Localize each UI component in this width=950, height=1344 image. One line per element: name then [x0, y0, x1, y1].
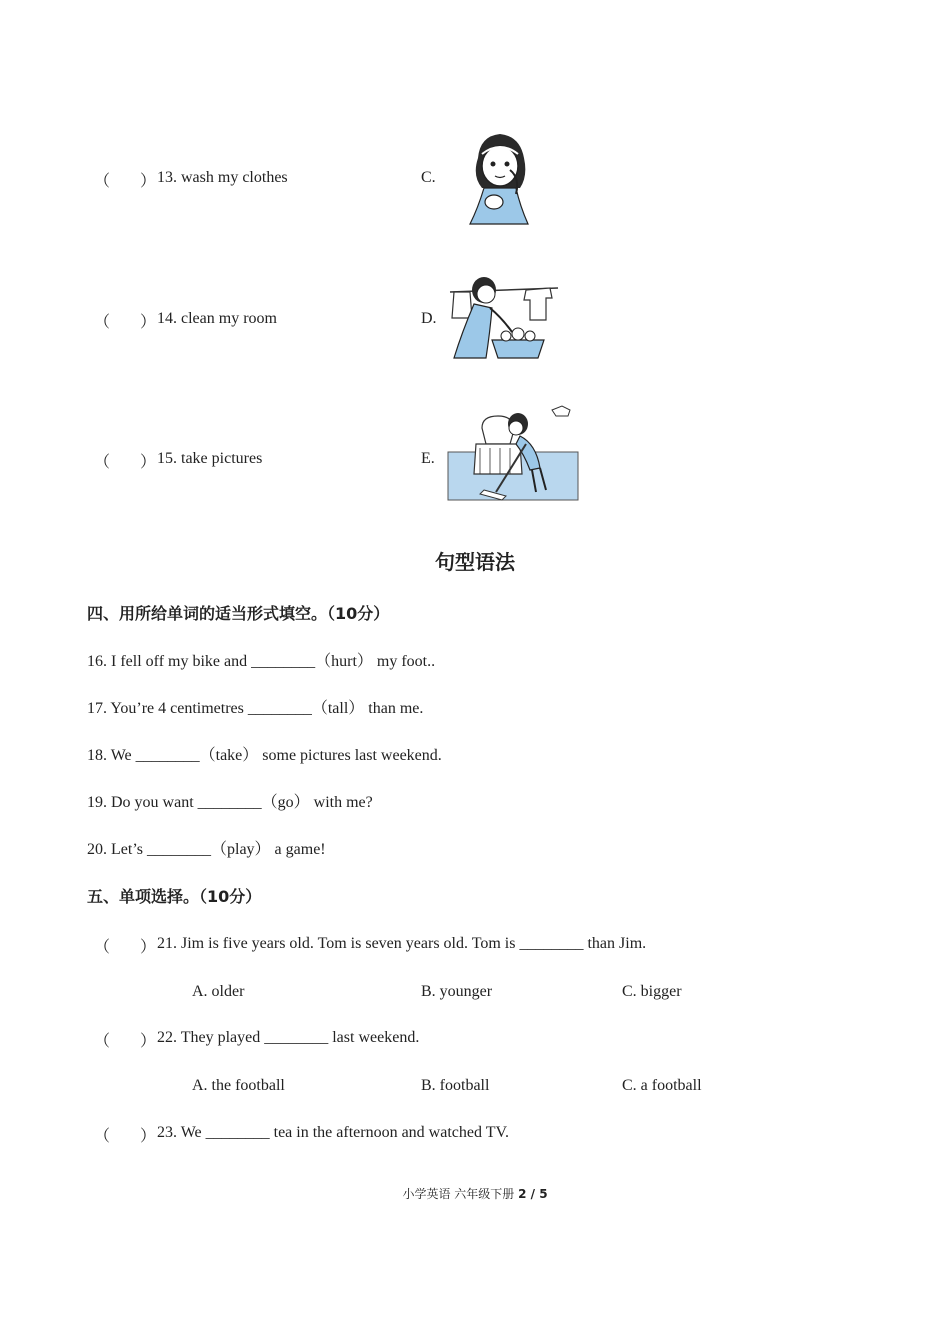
fill-blank-17: 17. You’re 4 centimetres ________（tall） than me. — [87, 700, 424, 717]
question-text: 22. They played ________ last weekend. — [157, 1029, 420, 1046]
part5-heading: 五、单项选择。（10分） — [87, 887, 262, 906]
answer-paren-close: ） — [140, 314, 157, 331]
answer-paren-open: （ — [94, 1128, 111, 1145]
answer-paren-open: （ — [94, 939, 111, 956]
answer-paren-open: （ — [94, 1033, 111, 1050]
option-c: C. a football — [622, 1077, 702, 1094]
item-text: 13. wash my clothes — [157, 169, 288, 186]
picture-letter: C. — [421, 169, 436, 186]
answer-paren-open: （ — [94, 454, 111, 471]
item-text: 14. clean my room — [157, 310, 277, 327]
answer-paren-close: ） — [140, 939, 157, 956]
part4-heading: 四、用所给单词的适当形式填空。（10分） — [87, 604, 390, 623]
footer-subject: 小学英语 六年级下册 — [402, 1187, 515, 1201]
picture-letter: E. — [421, 450, 435, 467]
answer-paren-open: （ — [94, 314, 111, 331]
fill-blank-19: 19. Do you want ________（go） with me? — [87, 794, 373, 811]
option-b: B. football — [421, 1077, 490, 1094]
girl-touching-face-picture — [458, 128, 538, 230]
option-a: A. the football — [192, 1077, 285, 1094]
question-text: 23. We ________ tea in the afternoon and watched TV. — [157, 1124, 509, 1141]
picture-letter: D. — [421, 310, 437, 327]
option-b: B. younger — [421, 983, 493, 1000]
page-footer — [0, 1186, 950, 1202]
girl-mopping-floor-picture — [446, 404, 580, 502]
option-c: C. bigger — [622, 983, 682, 1000]
fill-blank-20: 20. Let’s ________（play） a game! — [87, 841, 326, 858]
fill-blank-18: 18. We ________（take） some pictures last weekend. — [87, 747, 442, 764]
footer-page-number: 2 / 5 — [518, 1187, 548, 1201]
question-text: 21. Jim is five years old. Tom is seven years old. Tom is ________ than Jim. — [157, 935, 647, 952]
section-title: 句型语法 — [435, 550, 515, 574]
answer-paren-open: （ — [94, 173, 111, 190]
answer-paren-close: ） — [140, 1033, 157, 1050]
girl-washing-clothes-picture — [446, 262, 562, 366]
answer-paren-close: ） — [140, 173, 157, 190]
answer-paren-close: ） — [140, 1128, 157, 1145]
fill-blank-16: 16. I fell off my bike and ________（hurt） my foot.. — [87, 653, 436, 670]
item-text: 15. take pictures — [157, 450, 263, 467]
answer-paren-close: ） — [140, 454, 157, 471]
option-a: A. older — [192, 983, 245, 1000]
